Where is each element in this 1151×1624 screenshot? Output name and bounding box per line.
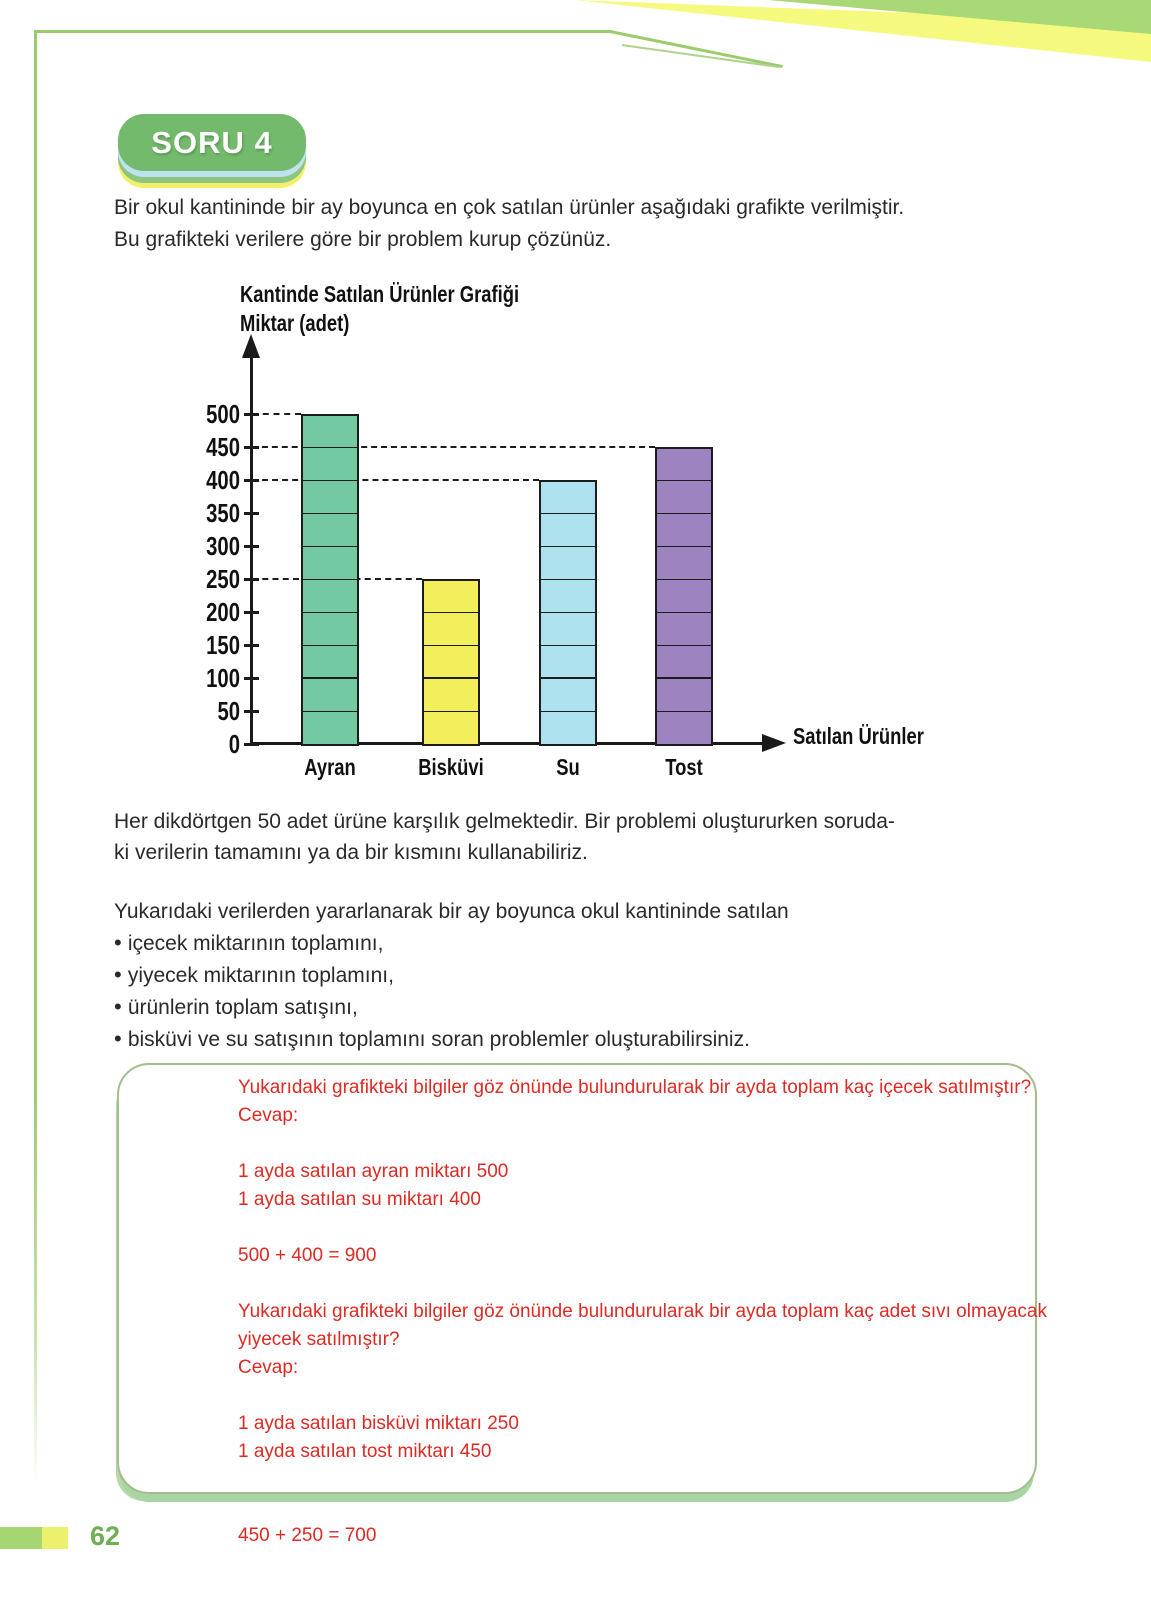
bar-segment-line — [303, 711, 357, 713]
bar-segment-line — [303, 612, 357, 614]
y-tick-mark-500 — [244, 413, 259, 416]
x-category-label-ayran: Ayran — [304, 754, 356, 780]
bullet-item-2: • yiyecek miktarının toplamını, — [114, 959, 1094, 991]
answer-blank-line — [238, 1270, 1138, 1298]
y-tick-label-150: 150 — [206, 630, 240, 660]
y-tick-label-400: 400 — [206, 465, 240, 495]
after-chart-paragraph — [114, 806, 1074, 868]
bar-segment-line — [303, 546, 357, 548]
bar-segment-line — [541, 513, 595, 515]
y-tick-label-200: 200 — [206, 597, 240, 627]
y-tick-label-250: 250 — [206, 564, 240, 594]
bar-segment-line — [657, 546, 711, 548]
bar-segment-line — [657, 612, 711, 614]
bar-segment-line — [541, 612, 595, 614]
y-tick-mark-50 — [244, 710, 259, 713]
y-tick-label-450: 450 — [206, 432, 240, 462]
bar-segment-line — [303, 645, 357, 647]
answer-line-13: 1 ayda satılan bisküvi miktarı 250 — [238, 1413, 519, 1434]
question-badge-label: SORU 4 — [151, 124, 273, 160]
bar-segment-line — [657, 480, 711, 482]
page-number: 62 — [90, 1521, 121, 1551]
bar-chart — [0, 0, 1151, 800]
y-tick-mark-0 — [244, 743, 259, 746]
bullet-item-4: • bisküvi ve su satışının toplamını soran problemler oluşturabilirsiniz. — [114, 1023, 1094, 1055]
y-tick-label-50: 50 — [217, 696, 240, 726]
y-tick-label-0: 0 — [228, 729, 240, 759]
answer-line-14: 1 ayda satılan tost miktarı 450 — [238, 1441, 492, 1462]
bar-segment-line — [424, 677, 478, 680]
bar-bisküvi — [422, 579, 480, 746]
answer-line-4: 1 ayda satılan ayran miktarı 500 — [238, 1161, 509, 1182]
answer-line-7: 500 + 400 = 900 — [238, 1245, 377, 1266]
y-axis-line — [250, 352, 253, 746]
y-tick-label-100: 100 — [206, 663, 240, 693]
answer-blank-line — [238, 1382, 1138, 1410]
x-axis-arrow-icon — [762, 734, 786, 752]
footer-green-rect — [0, 1527, 42, 1549]
y-axis-label: Miktar (adet) — [240, 310, 350, 336]
y-tick-label-300: 300 — [206, 531, 240, 561]
y-tick-mark-300 — [244, 545, 259, 548]
list-intro: Yukarıdaki verilerden yararlanarak bir ay boyunca okul kantininde satılan — [114, 900, 789, 923]
y-tick-label-500: 500 — [206, 399, 240, 429]
bar-segment-line — [541, 579, 595, 581]
bar-segment-line — [657, 579, 711, 581]
after-chart-line-1: Her dikdörtgen 50 adet ürüne karşılık gelmektedir. Bir problemi oluştururken soruda- — [114, 810, 895, 833]
intro-line-2: Bu grafikteki verilere göre bir problem kurup çözünüz. — [114, 228, 612, 251]
y-axis-arrow-icon — [242, 334, 260, 358]
bar-segment-line — [303, 480, 357, 482]
y-tick-mark-100 — [244, 677, 259, 680]
footer-yellow-rect — [42, 1527, 68, 1549]
y-tick-mark-150 — [244, 644, 259, 647]
y-tick-mark-200 — [244, 611, 259, 614]
bar-segment-line — [657, 645, 711, 647]
bar-su — [539, 480, 597, 746]
bar-segment-line — [424, 645, 478, 647]
y-tick-mark-400 — [244, 479, 259, 482]
bar-ayran — [301, 414, 359, 746]
bullet-list — [114, 927, 1094, 1055]
bullet-item-3: • ürünlerin toplam satışını, — [114, 991, 1094, 1023]
chart-title: Kantinde Satılan Ürünler Grafiği — [240, 281, 520, 307]
bar-segment-line — [541, 711, 595, 713]
answer-blank-line — [238, 1494, 1138, 1522]
dashed-guide-su — [252, 479, 539, 481]
answer-line-1: Yukarıdaki grafikteki bilgiler göz önünde bulundurularak bir ayda toplam kaç içecek satılmıştır? — [238, 1077, 1032, 1098]
bar-segment-line — [541, 645, 595, 647]
y-tick-mark-450 — [244, 446, 259, 449]
bar-segment-line — [424, 612, 478, 614]
bar-segment-line — [424, 711, 478, 713]
bullet-item-1: • içecek miktarının toplamını, — [114, 927, 1094, 959]
answer-blank-line — [238, 1130, 1138, 1158]
bar-segment-line — [303, 513, 357, 515]
bar-segment-line — [541, 677, 595, 680]
x-category-label-bisküvi: Bisküvi — [418, 754, 484, 780]
answer-line-5: 1 ayda satılan su miktarı 400 — [238, 1189, 481, 1210]
bar-segment-line — [657, 513, 711, 515]
answer-line-11: Cevap: — [238, 1357, 299, 1378]
y-tick-mark-250 — [244, 578, 259, 581]
bar-segment-line — [303, 579, 357, 581]
bar-segment-line — [303, 447, 357, 449]
x-category-label-tost: Tost — [665, 754, 703, 780]
y-tick-mark-350 — [244, 512, 259, 515]
answer-box-text — [238, 1074, 1138, 1550]
bar-segment-line — [657, 677, 711, 680]
x-category-label-su: Su — [556, 754, 580, 780]
bar-segment-line — [303, 677, 357, 680]
dashed-guide-ayran — [252, 413, 301, 415]
answer-line-9: Yukarıdaki grafikteki bilgiler göz önünde bulundurularak bir ayda toplam kaç adet sıvı olmayacak — [238, 1301, 1048, 1322]
answer-blank-line — [238, 1466, 1138, 1494]
x-axis-label: Satılan Ürünler — [793, 723, 924, 749]
answer-line-2: Cevap: — [238, 1105, 299, 1126]
answer-line-10: yiyecek satılmıştır? — [238, 1329, 400, 1350]
after-chart-line-2: ki verilerin tamamını ya da bir kısmını kullanabiliriz. — [114, 841, 588, 864]
y-tick-label-350: 350 — [206, 498, 240, 528]
bar-segment-line — [541, 546, 595, 548]
bullet-list-block — [114, 896, 1094, 1055]
intro-line-1: Bir okul kantininde bir ay boyunca en çok satılan ürünler aşağıdaki grafikte verilmiştir. — [114, 196, 905, 219]
answer-blank-line — [238, 1214, 1138, 1242]
bar-segment-line — [657, 711, 711, 713]
bar-tost — [655, 447, 713, 746]
answer-line-17: 450 + 250 = 700 — [238, 1525, 377, 1546]
